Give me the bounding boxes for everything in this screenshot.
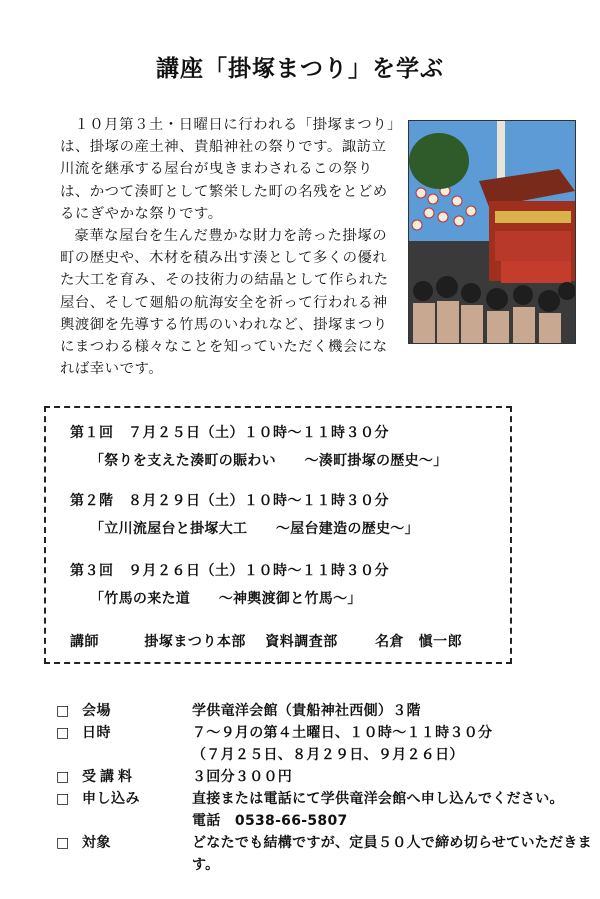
session-head: 第３回 ９月２６日（土）１０時～１１時３０分 bbox=[70, 563, 389, 579]
info-value: どなたでも結構ですが、定員５０人で締め切らせていただきます。 bbox=[192, 835, 592, 873]
info-label: 対象 bbox=[82, 835, 111, 851]
session-head: 第１回 ７月２５日（土）１０時～１１時３０分 bbox=[70, 425, 389, 441]
date-detail: （７月２５日、８月２９日、９月２６日） bbox=[192, 747, 464, 763]
info-value: ３回分３００円 bbox=[192, 769, 293, 785]
festival-photo bbox=[408, 120, 576, 344]
info-row-date bbox=[56, 722, 596, 766]
lecturer-name: 名倉 愼一郎 bbox=[375, 634, 463, 650]
info-value bbox=[192, 788, 596, 832]
lecturer-org: 掛塚まつり本部 bbox=[144, 634, 246, 650]
festival-float-illustration bbox=[409, 121, 575, 343]
lecturer-line bbox=[70, 631, 462, 651]
checkbox-icon: □ bbox=[56, 835, 70, 851]
info-label: 受講料 bbox=[82, 769, 136, 785]
session-1 bbox=[70, 422, 448, 470]
checkbox-icon: □ bbox=[56, 769, 70, 785]
info-value: 学供竜洋会館（貴船神社西側）３階 bbox=[192, 703, 421, 719]
info-label: 申し込み bbox=[82, 791, 140, 807]
session-head: 第２階 ８月２９日（土）１０時～１１時３０分 bbox=[70, 493, 389, 509]
checkbox-icon: □ bbox=[56, 725, 70, 741]
info-list bbox=[56, 700, 596, 876]
session-3 bbox=[70, 560, 389, 608]
page-title: 講座「掛塚まつり」を学ぶ bbox=[156, 56, 444, 82]
info-label: 日時 bbox=[82, 725, 111, 741]
session-topic: 「祭りを支えた湊町の賑わい ～湊町掛塚の歴史～」 bbox=[90, 453, 448, 469]
date-text: ７～９月の第４土曜日、１０時～１１時３０分 bbox=[192, 725, 493, 741]
session-topic: 「竹馬の来た道 ～神輿渡御と竹馬～」 bbox=[90, 591, 362, 607]
intro-text bbox=[60, 114, 400, 380]
schedule-box bbox=[44, 406, 512, 664]
lecturer-label: 講師 bbox=[70, 634, 99, 650]
checkbox-icon: □ bbox=[56, 703, 70, 719]
apply-text: 直接または電話にて学供竜洋会館へ申し込んでください。 bbox=[192, 791, 564, 807]
checkbox-icon: □ bbox=[56, 791, 70, 807]
info-row-apply bbox=[56, 788, 596, 832]
phone-number: 電話 0538-66-5807 bbox=[192, 813, 348, 829]
intro-paragraph: 豪華な屋台を生んだ豊かな財力を誇った掛塚の町の歴史や、木材を積み出す湊として多くの優れた大工を育み、その技術力の結晶として作られた屋台、そして廻船の航海安全を祈って行われる神輿渡御を先導する竹馬のいわれなど、掛塚まつりにまつわる様々なことを知っていただく機会になれば幸いです。 bbox=[60, 228, 389, 378]
info-row-venue bbox=[56, 700, 596, 722]
lecturer-dept: 資料調査部 bbox=[265, 634, 338, 650]
session-topic: 「立川流屋台と掛塚大工 ～屋台建造の歴史～」 bbox=[90, 521, 419, 537]
info-value bbox=[192, 722, 596, 766]
info-row-target bbox=[56, 832, 596, 876]
info-row-fee bbox=[56, 766, 596, 788]
info-label: 会場 bbox=[82, 703, 111, 719]
intro-paragraph: １０月第３土・日曜日に行われる「掛塚まつり」は、掛塚の産土神、貴船神社の祭りです。諏訪立川流を継承する屋台が曳きまわされるこの祭りは、かつて湊町として繁栄した町の名残をとどめるにぎやかな祭りです。 bbox=[60, 117, 395, 222]
session-2 bbox=[70, 490, 419, 538]
